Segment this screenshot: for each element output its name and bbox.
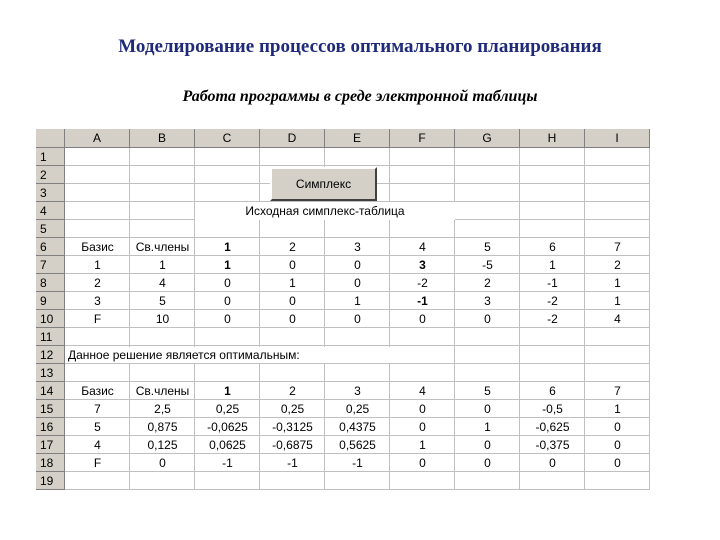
row-header-1[interactable]: 1 — [36, 148, 65, 166]
table-cell[interactable]: 1 — [224, 240, 231, 254]
table-cell[interactable]: 1 — [614, 276, 621, 290]
table-cell[interactable]: F — [93, 312, 102, 326]
table-cell[interactable]: 7 — [614, 240, 621, 254]
grid-cell[interactable] — [455, 364, 520, 382]
table-cell[interactable]: 5 — [94, 420, 101, 434]
grid-cell[interactable] — [65, 328, 130, 346]
table-cell[interactable]: 4 — [419, 240, 426, 254]
grid-cell[interactable] — [455, 184, 520, 202]
table-cell[interactable]: -0,625 — [535, 420, 570, 434]
table-cell[interactable]: 1 — [224, 258, 231, 272]
table-cell[interactable]: -1 — [417, 294, 428, 308]
grid-cell[interactable] — [130, 220, 195, 238]
page-subtitle: Работа программы в среде электронной таблицы — [182, 88, 538, 105]
column-header-f[interactable]: F — [390, 129, 455, 148]
column-header-h[interactable]: H — [520, 129, 585, 148]
table-cell[interactable]: -0,0625 — [207, 420, 248, 434]
table-cell[interactable]: 1 — [94, 258, 101, 272]
table-cell[interactable]: 1 — [614, 402, 621, 416]
row-header-2[interactable]: 2 — [36, 166, 65, 184]
grid-cell[interactable] — [325, 472, 390, 490]
table-cell[interactable]: -5 — [482, 258, 493, 272]
grid-cell[interactable] — [520, 184, 585, 202]
row-header-14[interactable]: 14 — [36, 382, 65, 400]
table-cell[interactable]: 0 — [549, 456, 556, 470]
grid-cell[interactable] — [585, 364, 650, 382]
table-cell[interactable]: 6 — [549, 240, 556, 254]
column-header-e[interactable]: E — [325, 129, 390, 148]
column-header-i[interactable]: I — [585, 129, 650, 148]
table-cell[interactable]: 1 — [614, 294, 621, 308]
page-title: Моделирование процессов оптимального планирования — [118, 36, 602, 57]
grid-cell[interactable] — [585, 202, 650, 220]
table-cell[interactable]: -0,3125 — [272, 420, 313, 434]
grid-cell[interactable] — [65, 184, 130, 202]
grid-cell[interactable] — [65, 202, 130, 220]
table-cell[interactable]: 1 — [224, 384, 231, 398]
table-cell[interactable]: -2 — [417, 276, 428, 290]
table-cell[interactable]: 1 — [549, 258, 556, 272]
table-cell[interactable]: F — [93, 456, 102, 470]
grid-cell[interactable] — [585, 220, 650, 238]
grid-cell[interactable] — [585, 328, 650, 346]
grid-cell[interactable] — [325, 148, 390, 166]
table-cell[interactable]: Базис — [81, 240, 114, 254]
grid-cell[interactable] — [520, 364, 585, 382]
table-cell[interactable]: 4 — [159, 276, 166, 290]
table-cell[interactable]: -1 — [222, 456, 233, 470]
grid-cell[interactable] — [455, 202, 520, 220]
table-cell[interactable]: 1 — [484, 420, 491, 434]
row-header-17[interactable]: 17 — [36, 436, 65, 454]
grid-cell[interactable] — [585, 166, 650, 184]
table-cell[interactable]: 0,25 — [345, 402, 370, 416]
row-header-3[interactable]: 3 — [36, 184, 65, 202]
table-cell[interactable]: 10 — [155, 312, 170, 326]
grid-cell[interactable] — [520, 346, 585, 364]
table-cell[interactable]: 2 — [94, 276, 101, 290]
column-header-c[interactable]: C — [195, 129, 260, 148]
table-cell[interactable]: 0,125 — [147, 438, 178, 452]
row-header-16[interactable]: 16 — [36, 418, 65, 436]
table-cell[interactable]: 0 — [354, 276, 361, 290]
grid-cell[interactable] — [455, 328, 520, 346]
row-header-5[interactable]: 5 — [36, 220, 65, 238]
grid-cell[interactable] — [65, 364, 130, 382]
table-cell[interactable]: 3 — [484, 294, 491, 308]
grid-cell[interactable] — [260, 364, 325, 382]
row-header-12[interactable]: 12 — [36, 346, 65, 364]
table-cell[interactable]: 0 — [484, 312, 491, 326]
table-cell[interactable]: 0 — [484, 456, 491, 470]
table-cell[interactable]: 0,0625 — [209, 438, 246, 452]
table-cell[interactable]: 0 — [289, 312, 296, 326]
grid-cell[interactable] — [195, 184, 260, 202]
table-cell[interactable]: 2 — [289, 240, 296, 254]
grid-cell[interactable] — [130, 364, 195, 382]
table-cell[interactable]: 4 — [94, 438, 101, 452]
row-header-15[interactable]: 15 — [36, 400, 65, 418]
table-cell[interactable]: 1 — [354, 294, 361, 308]
grid-cell[interactable] — [390, 346, 455, 364]
grid-cell[interactable] — [65, 472, 130, 490]
grid-cell[interactable] — [455, 472, 520, 490]
table-cell[interactable]: Св.члены — [135, 384, 190, 398]
grid-cell[interactable] — [260, 148, 325, 166]
table-cell[interactable]: 5 — [159, 294, 166, 308]
table-cell[interactable]: 4 — [614, 312, 621, 326]
grid-cell[interactable] — [390, 328, 455, 346]
spreadsheet — [36, 129, 666, 497]
table-cell[interactable]: 1 — [289, 276, 296, 290]
table-cell[interactable]: 1 — [419, 438, 426, 452]
table-cell[interactable]: 0 — [419, 456, 426, 470]
grid-cell[interactable] — [585, 148, 650, 166]
grid-cell[interactable] — [520, 202, 585, 220]
grid-cell[interactable] — [455, 346, 520, 364]
column-header-d[interactable]: D — [260, 129, 325, 148]
row-header-7[interactable]: 7 — [36, 256, 65, 274]
grid-cell[interactable] — [65, 166, 130, 184]
table-cell[interactable]: 0 — [614, 456, 621, 470]
table-cell[interactable]: 0,25 — [215, 402, 240, 416]
table-cell[interactable]: 0 — [224, 294, 231, 308]
table-cell[interactable]: 0 — [354, 312, 361, 326]
table-cell[interactable]: 0 — [419, 312, 426, 326]
select-all-corner[interactable] — [36, 129, 65, 148]
row-header-19[interactable]: 19 — [36, 472, 65, 490]
grid-cell[interactable] — [455, 166, 520, 184]
grid-cell[interactable] — [455, 148, 520, 166]
table-cell[interactable]: 0 — [419, 402, 426, 416]
grid-cell[interactable] — [585, 184, 650, 202]
table-cell[interactable]: 0 — [159, 456, 166, 470]
table-cell[interactable]: 3 — [419, 258, 426, 272]
grid-cell[interactable] — [390, 472, 455, 490]
grid-cell[interactable] — [585, 472, 650, 490]
grid-cell[interactable] — [130, 472, 195, 490]
table-cell[interactable]: 2 — [289, 384, 296, 398]
grid-cell[interactable] — [130, 328, 195, 346]
table-cell[interactable]: -1 — [352, 456, 363, 470]
initial-table-caption: Исходная симплекс-таблица — [195, 202, 455, 220]
grid-cell[interactable] — [455, 220, 520, 238]
grid-cell[interactable] — [325, 364, 390, 382]
grid-cell[interactable] — [390, 166, 455, 184]
table-cell[interactable]: 0 — [224, 276, 231, 290]
grid-cell[interactable] — [65, 148, 130, 166]
table-cell[interactable]: 0,5625 — [339, 438, 376, 452]
row-header-11[interactable]: 11 — [36, 328, 65, 346]
table-cell[interactable]: 6 — [549, 384, 556, 398]
row-header-4[interactable]: 4 — [36, 202, 65, 220]
grid-cell[interactable] — [195, 472, 260, 490]
grid-cell[interactable] — [260, 328, 325, 346]
table-cell[interactable]: 3 — [94, 294, 101, 308]
table-cell[interactable]: 0 — [289, 294, 296, 308]
row-header-10[interactable]: 10 — [36, 310, 65, 328]
simplex-button[interactable]: Симплекс — [270, 167, 377, 201]
grid-cell[interactable] — [325, 328, 390, 346]
table-cell[interactable]: 2 — [614, 258, 621, 272]
row-header-8[interactable]: 8 — [36, 274, 65, 292]
grid-cell[interactable] — [130, 184, 195, 202]
table-cell[interactable]: 0 — [224, 312, 231, 326]
table-cell[interactable]: -2 — [547, 294, 558, 308]
row-header-6[interactable]: 6 — [36, 238, 65, 256]
table-cell[interactable]: 4 — [419, 384, 426, 398]
table-cell[interactable]: 0 — [484, 438, 491, 452]
grid-cell[interactable] — [520, 472, 585, 490]
grid-cell[interactable] — [195, 220, 260, 238]
table-cell[interactable]: 7 — [94, 402, 101, 416]
table-cell[interactable]: 0,875 — [147, 420, 178, 434]
table-cell[interactable]: -1 — [547, 276, 558, 290]
grid-cell[interactable] — [390, 364, 455, 382]
grid-cell[interactable] — [260, 472, 325, 490]
row-header-13[interactable]: 13 — [36, 364, 65, 382]
grid-cell[interactable] — [195, 364, 260, 382]
grid-cell[interactable] — [520, 148, 585, 166]
grid-cell[interactable] — [390, 220, 455, 238]
grid-cell[interactable] — [520, 328, 585, 346]
table-cell[interactable]: Св.члены — [135, 240, 190, 254]
grid-cell[interactable] — [390, 148, 455, 166]
table-cell[interactable]: 7 — [614, 384, 621, 398]
table-cell[interactable]: 0 — [354, 258, 361, 272]
table-cell[interactable]: -2 — [547, 312, 558, 326]
table-cell[interactable]: 0 — [419, 420, 426, 434]
table-cell[interactable]: -1 — [287, 456, 298, 470]
table-cell[interactable]: 0,25 — [280, 402, 305, 416]
table-cell[interactable]: 1 — [159, 258, 166, 272]
grid-cell[interactable] — [195, 166, 260, 184]
table-cell[interactable]: Базис — [81, 384, 114, 398]
grid-cell[interactable] — [130, 202, 195, 220]
row-header-9[interactable]: 9 — [36, 292, 65, 310]
grid-cell[interactable] — [195, 328, 260, 346]
grid-cell[interactable] — [130, 148, 195, 166]
table-cell[interactable]: 0,4375 — [339, 420, 376, 434]
table-cell[interactable]: 2,5 — [154, 402, 171, 416]
table-cell[interactable]: 0 — [614, 420, 621, 434]
grid-cell[interactable] — [520, 166, 585, 184]
table-cell[interactable]: 3 — [354, 240, 361, 254]
table-cell[interactable]: 0 — [484, 402, 491, 416]
column-header-a[interactable]: A — [65, 129, 130, 148]
result-message: Данное решение является оптимальным: — [66, 347, 391, 363]
grid-cell[interactable] — [260, 220, 325, 238]
table-cell[interactable]: -0,5 — [542, 402, 563, 416]
grid-cell[interactable] — [195, 148, 260, 166]
column-header-g[interactable]: G — [455, 129, 520, 148]
table-cell[interactable]: 0 — [614, 438, 621, 452]
grid-cell[interactable] — [65, 220, 130, 238]
table-cell[interactable]: -0,6875 — [272, 438, 313, 452]
table-cell[interactable]: 5 — [484, 384, 491, 398]
grid-cell[interactable] — [390, 184, 455, 202]
table-cell[interactable]: 5 — [484, 240, 491, 254]
table-cell[interactable]: 3 — [354, 384, 361, 398]
grid-cell[interactable] — [585, 346, 650, 364]
row-header-18[interactable]: 18 — [36, 454, 65, 472]
grid-cell[interactable] — [325, 220, 390, 238]
table-cell[interactable]: 0 — [289, 258, 296, 272]
grid-cell[interactable] — [520, 220, 585, 238]
table-cell[interactable]: -0,375 — [535, 438, 570, 452]
table-cell[interactable]: 2 — [484, 276, 491, 290]
column-header-b[interactable]: B — [130, 129, 195, 148]
grid-cell[interactable] — [130, 166, 195, 184]
